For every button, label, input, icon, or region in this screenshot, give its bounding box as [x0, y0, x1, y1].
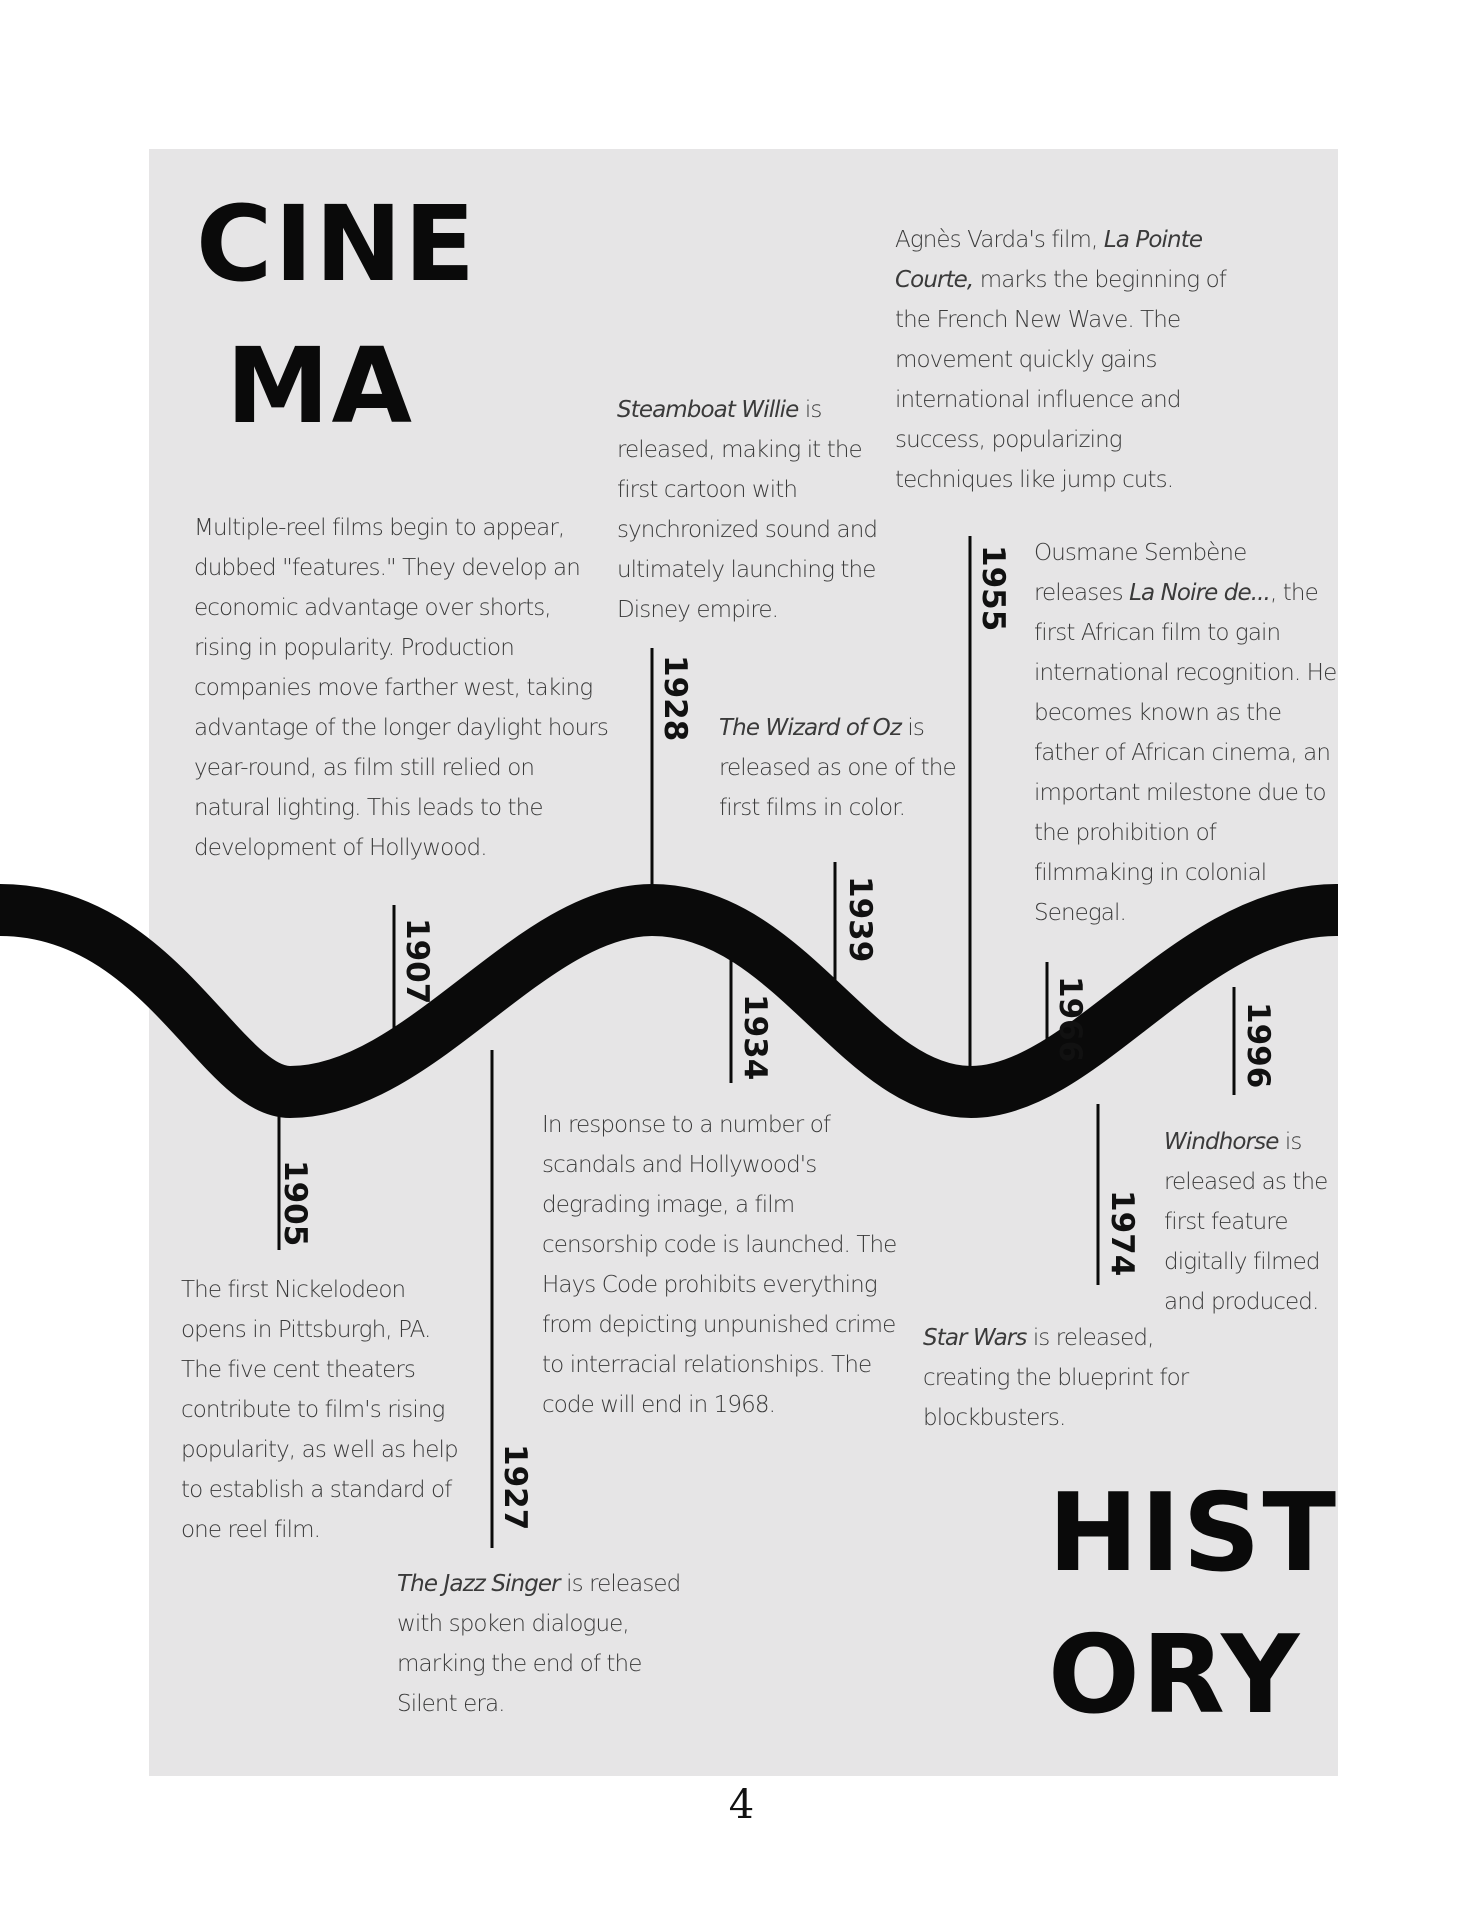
- year-1966: 1966: [1052, 976, 1088, 1063]
- event-1955-text: Agnès Varda's film, La Pointe Courte, marks the beginning of the French New Wave. The movement quickly gains international influence and success, popularizing techniques like jump cuts.: [895, 227, 1226, 493]
- year-1905: 1905: [277, 1160, 313, 1247]
- title-cine: CINE: [196, 183, 478, 305]
- year-1928: 1928: [657, 655, 693, 742]
- event-1927-text: The Jazz Singer is released with spoken dialogue, marking the end of the Silent era.: [397, 1571, 681, 1717]
- title-windhorse: Windhorse: [1164, 1129, 1279, 1155]
- title-star-wars: Star Wars: [923, 1325, 1027, 1351]
- event-1996-text: Windhorse is released as the first feature digitally filmed and produced.: [1164, 1129, 1328, 1315]
- page-number: 4: [728, 1782, 755, 1828]
- title-the-wizard-of-oz: The Wizard of Oz: [719, 715, 902, 741]
- title-the-jazz-singer: The Jazz Singer: [397, 1571, 560, 1597]
- year-1955: 1955: [975, 545, 1011, 632]
- event-1907-text: Multiple-reel films begin to appear, dubbed "features." They develop an economic advantage over shorts, rising in popularity. Production companies move farther west, taking advantage of the longer daylight hours year-round, as film still relied on natural lighting. This leads to the development of Hollywood.: [194, 515, 608, 861]
- year-1907: 1907: [399, 918, 435, 1005]
- title-steamboat-willie: Steamboat Willie: [617, 397, 799, 423]
- title-la-pointe-courte: La Pointe Courte,: [895, 227, 1203, 293]
- year-1939: 1939: [842, 876, 878, 963]
- event-1966-text: Ousmane Sembène releases La Noire de..., the first African film to gain international recognition. He becomes known as the father of African cinema, an important milestone due to the prohibition of filmmaking in colonial Senegal.: [1034, 540, 1337, 926]
- title-ory: ORY: [1048, 1613, 1302, 1738]
- event-1928-text: Steamboat Willie is released, making it the first cartoon with synchronized sound and ultimately launching the Disney empire.: [617, 397, 878, 623]
- event-1939-text: The Wizard of Oz is released as one of the first films in color.: [719, 715, 956, 821]
- year-1934: 1934: [737, 994, 773, 1081]
- event-1934-text: In response to a number of scandals and Hollywood's degrading image, a film censorship code is launched. The Hays Code prohibits everything from depicting unpunished crime to interracial relationships. The code will end in 1968.: [542, 1112, 897, 1418]
- event-1974-text: Star Wars is released, creating the blueprint for blockbusters.: [923, 1325, 1189, 1431]
- title-hist: HIST: [1048, 1471, 1339, 1596]
- event-1905-text: The first Nickelodeon opens in Pittsburgh, PA. The five cent theaters contribute to film's rising popularity, as well as help to establish a standard of one reel film.: [181, 1277, 458, 1543]
- year-1927: 1927: [497, 1444, 533, 1531]
- title-ma: MA: [226, 325, 414, 447]
- title-la-noire-de: La Noire de...: [1129, 580, 1270, 606]
- year-1974: 1974: [1104, 1190, 1140, 1277]
- year-1996: 1996: [1240, 1002, 1276, 1089]
